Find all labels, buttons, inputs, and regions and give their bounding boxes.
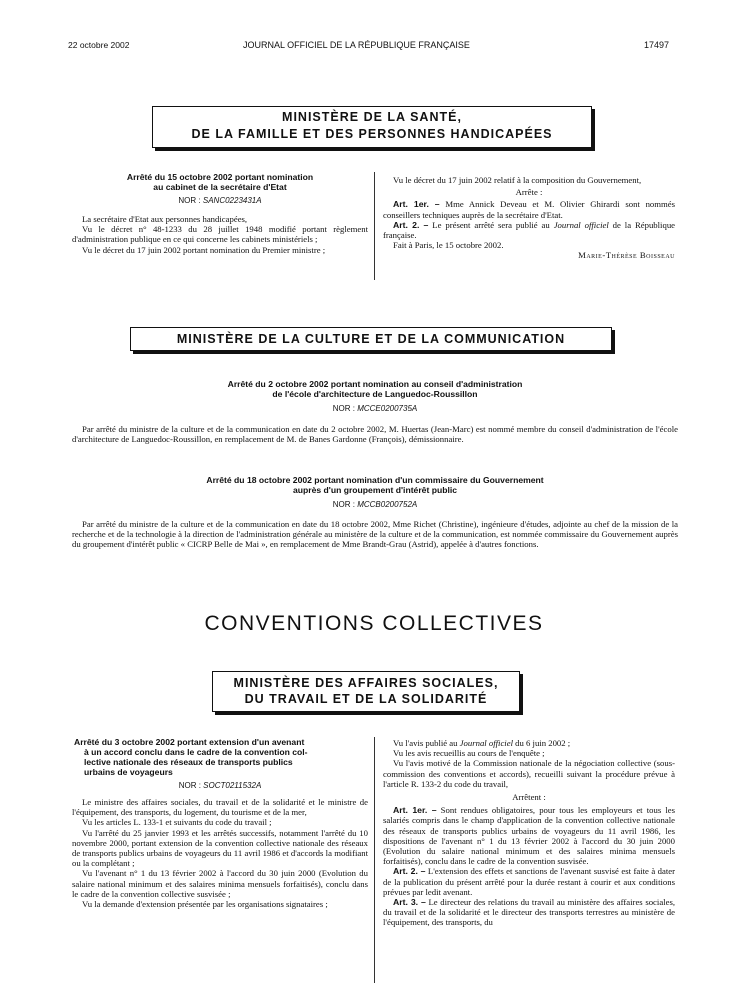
arrete-title-line2: au cabinet de la secrétaire d'Etat — [153, 182, 287, 192]
paragraph: Le ministre des affaires sociales, du travail et de la solidarité et le ministre de l'équipement, des transports, du logement, du tourisme et de la mer, — [72, 797, 368, 818]
arrete-title-line1: Arrêté du 2 octobre 2002 portant nomination au conseil d'administration — [227, 379, 523, 389]
article-2 — [383, 220, 675, 240]
ministry-title-line2: DE LA FAMILLE ET DES PERSONNES HANDICAPÉES — [191, 127, 553, 141]
journal-reference: Journal officiel — [553, 219, 609, 230]
ministry-box-affaires-sociales — [212, 671, 520, 712]
article-label: Art. 1er. – — [393, 805, 437, 816]
paragraph: Vu le décret n° 48-1233 du 28 juillet 1948 modifié portant règlement d'administration publique en ce qui concerne les cabinets ministériels ; — [72, 224, 368, 245]
arrete-label: Arrête : — [515, 187, 543, 198]
nor-code: SANC0223431A — [202, 196, 262, 205]
nor-reference — [70, 404, 680, 413]
paragraph: Vu le décret du 17 juin 2002 relatif à la composition du Gouvernement, — [393, 175, 642, 185]
nor-label: NOR : — [332, 404, 355, 413]
paragraph: Vu les articles L. 133-1 et suivants du code du travail ; — [82, 817, 272, 828]
ministry-box-culture — [130, 327, 612, 351]
article-1 — [383, 199, 675, 219]
arrete-title — [70, 475, 680, 495]
arrete-title-line3: lective nationale des réseaux de transports publics — [84, 757, 293, 767]
nor-code: SOCT0211532A — [203, 781, 262, 790]
nor-code: MCCE0200735A — [357, 404, 418, 413]
arrete-title-line2: de l'école d'architecture de Languedoc-Roussillon — [272, 389, 478, 399]
ministry-box-sante — [152, 106, 592, 148]
paragraph: Vu l'avis motivé de la Commission nationale de la négociation collective (sous-commission des conventions et accords), recueilli suivant la procédure prévue à l'article R. 133-2 du code du travail, — [383, 758, 675, 789]
article-text: Mme Annick Deveau et M. Olivier Ghirardi sont nommés conseillers techniques auprès de la secrétaire d'Etat. — [383, 199, 676, 220]
paragraph: Vu les avis recueillis au cours de l'enquête ; — [393, 748, 545, 759]
article-text: Le présent arrêté sera publié au — [432, 219, 550, 230]
nor-label: NOR : — [178, 196, 201, 205]
arrete-title — [70, 737, 374, 777]
column-divider — [374, 172, 375, 280]
arrete-title — [70, 172, 370, 192]
page-number: 17497 — [644, 40, 670, 50]
paragraph: Vu la demande d'extension présentée par les organisations signataires ; — [82, 899, 328, 910]
paragraph: Vu l'avenant n° 1 du 13 février 2002 à l'accord du 30 juin 2000 (Evolution du salaire national minimum et des salaires minima mensuels forfaitisés), conclu dans le cadre de la convention collective susvisée ; — [72, 868, 368, 899]
arrete-title-line4: urbains de voyageurs — [84, 767, 173, 777]
arrete-right-column — [383, 738, 675, 928]
journal-title: JOURNAL OFFICIEL DE LA RÉPUBLIQUE FRANÇAISE — [243, 40, 470, 50]
arretent-label: Arrêtent : — [512, 792, 546, 803]
article-text: Le directeur des relations du travail au ministère des affaires sociales, du travail et de la solidarité et le directeur des transports terrestres au ministère de l'équipement, des transports, du — [383, 897, 676, 928]
article-label: Art. 1er. – — [393, 199, 440, 210]
ministry-title-line1: MINISTÈRE DES AFFAIRES SOCIALES, — [233, 676, 499, 690]
nor-code: MCCB0200752A — [357, 500, 418, 509]
nor-label: NOR : — [178, 781, 201, 790]
arrete-left-column — [72, 797, 368, 909]
nor-reference — [70, 196, 370, 205]
arrete-body — [72, 424, 678, 444]
article-1 — [383, 805, 675, 866]
article-2 — [383, 866, 675, 897]
arrete-title-line2: auprès d'un groupement d'intérêt public — [292, 485, 458, 495]
journal-reference: Journal officiel — [459, 738, 513, 748]
signature-place-date: Fait à Paris, le 15 octobre 2002. — [393, 240, 504, 251]
paragraph — [383, 738, 675, 748]
arrete-title-line1: Arrêté du 18 octobre 2002 portant nomination d'un commissaire du Gouvernement — [206, 475, 544, 485]
arrete-body — [72, 519, 678, 550]
ministry-title-line1: MINISTÈRE DE LA SANTÉ, — [282, 110, 462, 124]
signature: Marie-Thérèse Boisseau — [578, 250, 675, 261]
nor-label: NOR : — [332, 500, 355, 509]
article-3 — [383, 897, 675, 928]
column-divider — [374, 737, 375, 983]
arrete-title-line2: à un accord conclu dans le cadre de la convention col- — [84, 747, 308, 757]
nor-reference — [70, 781, 370, 790]
article-label: Art. 2. – — [393, 219, 429, 230]
nor-reference — [70, 500, 680, 509]
arrete-title — [70, 379, 680, 399]
ministry-title-line2: DU TRAVAIL ET DE LA SOLIDARITÉ — [244, 692, 488, 706]
article-text: L'extension des effets et sanctions de l'avenant susvisé est faite à dater de la publication du présent arrêté pour la durée restant à courir et aux conditions prévues par ledit avenant. — [383, 866, 676, 897]
section-heading: CONVENTIONS COLLECTIVES — [204, 612, 544, 635]
arrete-left-column — [72, 214, 368, 255]
paragraph: Par arrêté du ministre de la culture et de la communication en date du 18 octobre 2002, Mme Richet (Christine), ingénieure d'études, adjointe au chef de la mission de la recherche et de la technologie à la direction de l'administration générale au ministère de la culture et de la communication, est nommée commissaire du Gouvernement auprès du groupement d'intérêt public « CICRP Belle de Mai », en remplacement de Mme Brandt-Grau (Astrid), appelée à d'autres fonctions. — [72, 519, 678, 550]
article-label: Art. 2. – — [393, 866, 426, 877]
header-date: 22 octobre 2002 — [68, 40, 130, 50]
paragraph: La secrétaire d'Etat aux personnes handicapées, — [82, 214, 248, 224]
text: du 6 juin 2002 ; — [515, 738, 571, 748]
arrete-title-line1: Arrêté du 15 octobre 2002 portant nomination — [126, 172, 314, 182]
arrete-title-line1: Arrêté du 3 octobre 2002 portant extension d'un avenant — [74, 737, 305, 747]
article-label: Art. 3. – — [393, 897, 426, 908]
paragraph: Vu l'arrêté du 25 janvier 1993 et les arrêtés successifs, notamment l'arrêté du 10 novembre 2000, portant extension de la convention collective nationale des réseaux de transports publics urbains de voyageurs du 11 avril 1986 et d'accords la modifiant ou la complétant ; — [72, 827, 368, 869]
article-text: de la République française. — [383, 219, 676, 241]
text: Vu l'avis publié au — [393, 738, 458, 748]
article-text: Sont rendues obligatoires, pour tous les employeurs et tous les salariés compris dans le champ d'application de la convention collective nationale des réseaux de transports publics urbains de voyageurs du 11 avril 1986, les dispositions de l'avenant n° 1 du 13 février 2002 à l'accord du 30 juin 2000 (Evolution du salaire national minimum et des salaires minima mensuels forfaitisés), conclu dans le cadre de la convention susvisée. — [383, 805, 675, 867]
paragraph: Par arrêté du ministre de la culture et de la communication en date du 2 octobre 2002, M. Huertas (Jean-Marc) est nommé membre du conseil d'administration de l'école d'architecture de Languedoc-Roussillon, en remplacement de M. de Banes Gardonne (François), démissionnaire. — [72, 424, 678, 445]
arrete-right-column — [383, 175, 675, 261]
ministry-title: MINISTÈRE DE LA CULTURE ET DE LA COMMUNICATION — [176, 332, 566, 346]
paragraph: Vu le décret du 17 juin 2002 portant nomination du Premier ministre ; — [82, 244, 326, 255]
